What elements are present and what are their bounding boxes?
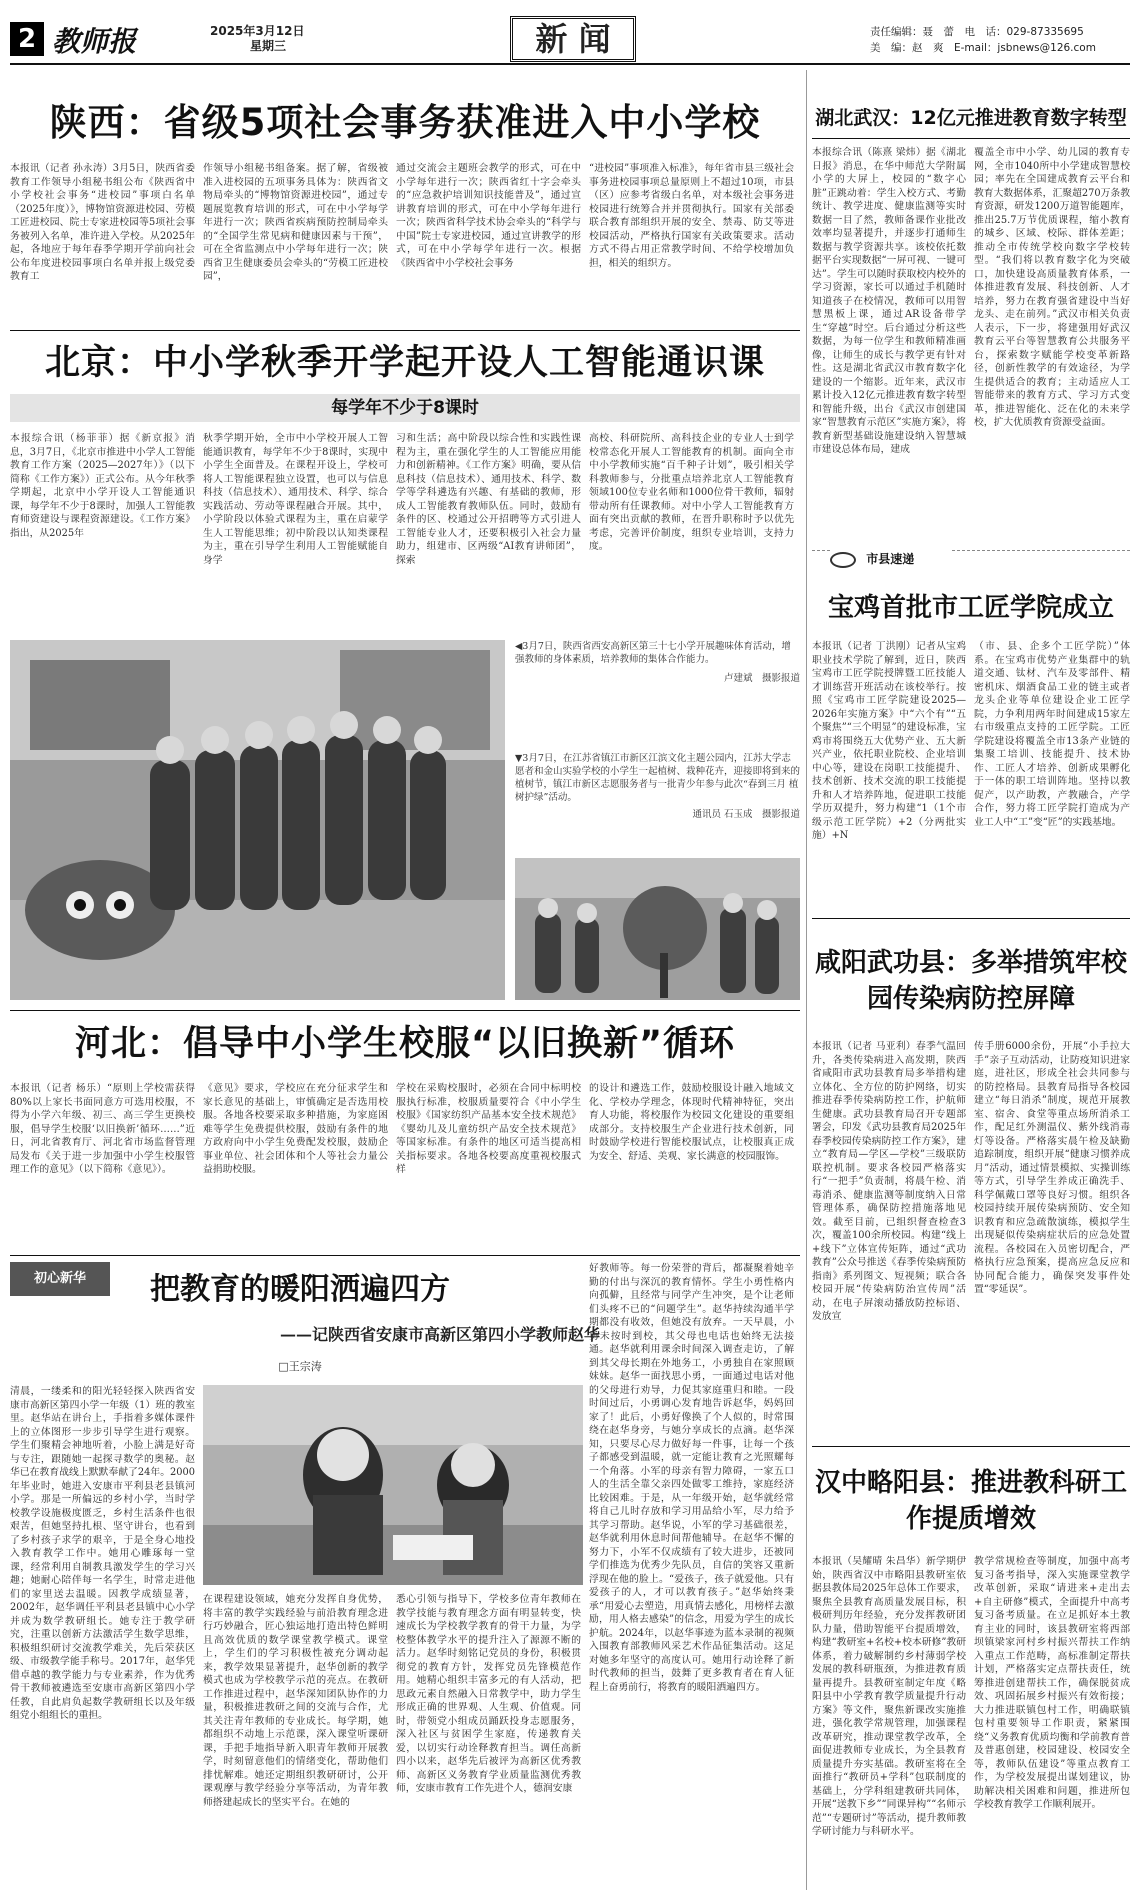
photo-tree-image: [515, 858, 800, 1000]
article-beijing-col1: 本报综合讯（杨菲菲）据《新京报》消息，3月7日，《北京市推进中小学人工智能教育工作方案（2025—2027年）》（以下简称《工作方案》）正式公布。从今年秋季学期起，北京中小学开设人工智能通识课，每学年不少于8课时，加强人工智能教育师资建设与课程资源建设。《工作方案》指出，从2025年: [10, 433, 195, 539]
article-shaanxi-col4: “进校园”事项准入标准》，每年省市县三级社会事务进校园事项总量原则上不超过10项，市县（区）应参考省级白名单，对本级社会事务进校园进行统筹合并并贯彻执行。国家有关部委联合教育部组织开展的安全、禁毒、防艾等进校园活动，严格执行国家有关政策要求。活动方式不得占用正常教学时间、不给学校增加负担，相关的组织方。: [589, 163, 794, 269]
photo-teachers-activity: [10, 640, 505, 1000]
paper-name: 教师报: [52, 25, 137, 58]
masthead: [0, 0, 1140, 62]
headline-baoji: 宝鸡首批市工匠学院成立: [827, 593, 1114, 623]
issue-date: [210, 24, 304, 54]
editor-line: 责任编辑：聂 蕾 电 话：029-87335695: [870, 26, 1084, 38]
article-shaanxi-col3: 通过交流会主题班会教学的形式，可在中小学每年进行一次；陕西省红十字会牵头的“应急救护培训知识技能普及”，通过宣讲教育培训的形式，可在中小学每年进行一次；陕西省科学技术协会牵头的“科学与中国”院士专家进校园，通过宣讲教学的形式，可在中小学每学年进行一次。根据《陕西省中小学校社会事务: [396, 163, 581, 269]
divider: [812, 918, 1130, 919]
feature-subtitle: ——记陕西省安康市高新区第四小学教师赵华: [279, 1325, 600, 1344]
headline-beijing: 北京：中小学秋季开学起开设人工智能通识课: [44, 343, 765, 383]
photo-teacher-classroom: [203, 1385, 583, 1585]
divider: [10, 1255, 800, 1256]
headline-feature: 把教育的暖阳洒遍四方: [150, 1272, 450, 1307]
divider: [812, 138, 1130, 139]
article-beijing-col4: 高校、科研院所、高科技企业的专业人士到学校常态化开展人工智能教育的机制。面向全市中小学教师实施“百千种子计划”，吸引相关学科教师参与，分批重点培养北京人工智能教育领域100位专业名师和1000位骨干教师，辐射带动所有任课教师。对中小学人工智能教育方面有突出贡献的教师，在晋升职称时予以优先考虑，完善评价制度，组织专业培训，支持力度。: [589, 433, 794, 552]
city-tag: [830, 545, 950, 573]
article-hebei-col2: 《意见》要求，学校应在充分征求学生和家长意见的基础上，审慎确定是否选用校服。各地各校要采取多种措施，为家庭困难等学生免费提供校服，鼓励有条件的地方政府向中小学生免费配发校服，鼓励企事业单位、社会团体和个人等社会力量公益捐助校服。: [203, 1083, 388, 1175]
weekday-text: 星期三: [250, 39, 287, 53]
date-text: 2025年3月12日: [210, 24, 305, 38]
masthead-rule: [10, 63, 1130, 65]
article-hubei-col2: 覆盖全市中小学、幼儿园的教育专网，全市1040所中小学建成智慧校园；率先在全国建成教育云平台和教育大数据体系，汇聚超270万条教育资源，研发1200万道智能题库，推出25.7万节优质课程，缩小教育的城乡、区域、校际、群体差距；推动全市传统学校向数字学校转型。“我们将以教育数字化为突破口，加快建设高质量教育体系，一体推进教育发展、科技创新、人才培养，努力在教育强省建设中当好龙头、走在前列。”武汉市相关负责人表示，下一步，将建强用好武汉教育云平台等智慧教育公共服务平台，探索数字赋能学校变革新路径，创新性教学的有效途径，为学生提供适合的教育；主动适应人工智能带来的教育方式、学习方式变革，推进智能化、泛在化的未来学校，扩大优质教育资源受益面。: [974, 147, 1130, 428]
headline-xianyang: 咸阳武功县：多举措筑牢校园传染病防控屏障: [814, 948, 1127, 1014]
article-hanzhong-col2: 教学常规检查等制度，加强中高考复习备考指导，深入实施课堂教学改革创新，采取“请进来+走出去+自主研修”模式，全面提升中高考复习备考质量。在立足抓好本土教育主业的同时，该县教研室将西部坝镇梁家河村乡村振兴帮扶工作纳入重点工作范畴，高标准制定帮扶计划，严格落实定点帮扶责任，统筹推进创建帮扶工作，确保脱贫成效、巩固拓展乡村振兴有效衔接；大力推进联镇包村工作，明确联镇包村重要领导工作职责，紧紧围绕“义务教育优质均衡和学前教育普及普惠创建，校园建设、校园安全等，教师队伍建设”等重点教育工作，为学校发展提出谋划建议，协助解决相关困难和问题，推进所包学校教育教学工作顺利展开。: [974, 1556, 1130, 1810]
subhead-band: [10, 394, 800, 422]
article-feature-col3: 悉心引领与指导下，学校多位青年教师在教学技能与教育理念方面有明显转变，快速成长为学校教学教育的骨干力量，为学校整体教学水平的提升注入了源源不断的活力。赵华时刻铭记党员的身份，积极贯彻党的教育方针，发挥党员先锋模范作用。她精心组织丰富多元的有人活动，把思政元素自然融入日常教学中，助力学生形成正确的世界观、人生观、价值观。同时，带领党小组成员踊跃投身志愿服务，深入社区与贫困学生家庭，传递教育关爱，以切实行动诠释教育担当。调任高新四小以来，赵华先后被评为高新区优秀教师、高新区义务教育学业质量监测优秀教师，安康市教育工作先进个人，德润安康: [396, 1594, 581, 1794]
article-feature-col2: 在课程建设领域，她充分发挥自身优势，将丰富的教学实践经验与前沿教育理念进行巧妙融合，匠心独运地打造出特色鲜明且高效优质的数学课堂教学模式。课堂上，学生们的学习积极性被充分调动起来，教学效果显著提升，赵华创新的教学模式也成为学校教学示范的亮点。在教研工作推进过程中，赵华深知团队协作的力量，积极推进教研之间的交流与合作，尤其关注青年教师的专业成长。每学期，她都组织不动地上示范课，深入课堂听课研课，手把手地指导新入职青年教师开展教学，时刻留意他们的情绪变化，帮助他们排忧解难。她还定期组织教研研讨，公开课观摩与教学经验分享等活动，为青年教师搭建起成长的坚实平台。在她的: [203, 1594, 388, 1808]
designer-line: 美 编：赵 爽 E-mail：jsbnews@126.com: [870, 42, 1096, 54]
article-hebei-col3: 学校在采购校服时，必须在合同中标明校服执行标准，校服质量要符合《中小学生校服》《国家纺织产品基本安全技术规范》《婴幼儿及儿童纺织产品安全技术规范》等国家标准。有条件的地区可适当提高相关指标要求。各地各校要高度重视校服式样: [396, 1083, 581, 1175]
article-hubei-col1: 本报综合讯（陈熹 梁炜）据《湖北日报》消息，在华中师范大学附属小学的大屏上，校园的“数字心脏”正跳动着：学生入校方式、考勤统计、教学进度、健康监测等实时数据一目了然，教师备课作业批改效率均显著提升，并逐步打通师生数据与教学资源共享。该校依托数据平台实现数据“一屏可视、一键可达”。学生可以随时获取校内校外的学习资源，家长可以通过手机随时知道孩子在校情况，教师可以用智慧黑板上课，通过AR设备带学生“穿越”时空。后台通过分析这些数据，为每一位学生和教师精准画像，让师生的成长与教学更有针对性。这是湖北省武汉市教育数字化建设的一个缩影。近年来，武汉市累计投入12亿元推进教育数字转型和智能升级，出台《武汉市创建国家“智慧教育示范区”实施方案》，将教育新型基础设施建设纳入智慧城市建设总体布局，建成: [812, 147, 966, 455]
article-beijing-col2: 秋季学期开始，全市中小学校开展人工智能通识教育，每学年不少于8课时，实现中小学生全面普及。在课程开设上，学校可将人工智能课程独立设置，也可以与信息科技（信息技术）、通用技术、科学、综合实践活动、劳动等课程融合开展。其中，小学阶段以体验式课程为主，重在启蒙学生人工智能思维；初中阶段以认知类课程为主，重在引导学生利用人工智能赋能自身学: [203, 433, 388, 566]
section-title: 新 闻: [510, 16, 636, 62]
photo-classroom-image: [203, 1385, 583, 1585]
article-beijing-col3: 习和生活；高中阶段以综合性和实践性课程为主，重在强化学生的人工智能应用能力和创新精神。《工作方案》明确，要从信息科技（信息技术）、通用技术、科学、数学等学科遴选有兴趣、有基础的教师，形成人工智能教育教师队伍。同时，鼓励有条件的区、校通过公开招聘等方式引进人工智能专业人才，还要积极引入社会力量助力，组建市、区两级“AI教育讲师团”，探索: [396, 433, 581, 566]
article-baoji-col2: （市、县、企多个工匠学院）”体系。在宝鸡市优势产业集群中的轨道交通、钛材、汽车及零部件、精密机床、烟酒食品工业的链主或者龙头企业等单位建设企业工匠学院，力争利用两年时间建成15家左右市级重点支持的工匠学院。工匠学院建设将覆盖全市13条产业链的集聚工培训、技能提升、技术协作、工匠人才培养、创新成果孵化于一体的职工培训阵地。坚持以教促产，以产助教，产教融合，产学合作，努力将工匠学院打造成为产业工人中“工”变“匠”的实践基地。: [974, 641, 1130, 828]
caption-2-credit: 通讯员 石玉成 摄影报道: [692, 809, 800, 820]
caption-2-text: ▼3月7日，在江苏省镇江市新区江滨文化主题公园内，江苏大学志愿者和金山实验学校的小学生一起植树、栽种花卉，迎接即将到来的植树节，镇江市新区志愿服务者与一批青少年参与此次“春到三月 植树护绿”活动。: [515, 753, 801, 803]
divider: [10, 330, 800, 331]
article-xianyang-col2: 传手册6000余份，开展“小手拉大手”亲子互动活动，让防疫知识进家庭，进社区，形成全社会共同参与的防控格局。县教育局指导各校园建立“每日消杀”制度，规范开展教室、宿舍、食堂等重点场所消杀工作，配足红外测温仪、紫外线消毒灯等设备。严格落实晨午检及缺勤追踪制度，组织开展“健康习惯养成月”活动，通过情景模拟、实操训练等方式，引导学生养成正确洗手、科学佩戴口罩等良好习惯。组织各校园持续开展传染病预防、安全知识教育和应急疏散演练，模拟学生出现疑似传染病症状后的应急处置流程。各校园在入员密切配合，严格执行应急预案，提高应急反应和协同配合能力，确保突发事件处置“零延误”。: [974, 1041, 1130, 1295]
article-baoji-col1: 本报讯（记者 丁洪刚）记者从宝鸡职业技术学院了解到，近日，陕西宝鸡市工匠学院授牌暨工匠技能人才训练营开班活动在该校举行。按照《宝鸡市工匠学院建设2025—2026年实施方案》中“六个有”“五个聚焦”“三个明显”的建设标准，宝鸡市将围绕五大优势产业、五大新兴产业，依托职业院校、企业培训中心等，建设在岗职工技能提升、技术创新、技术交流的职工技能提升和人才培养阵地，促进职工技能学历双提升，努力构建“1（1个市级示范工匠学院）+2（分两批实施）+N: [812, 641, 966, 841]
feature-byline: □王宗涛: [278, 1360, 322, 1373]
article-feature-col4: 好教师等。每一份荣誉的背后，都凝聚着她辛勤的付出与深沉的教育情怀。学生小勇性格内向孤僻，且经常与同学产生冲突，是个让老师们头疼不已的“问题学生”。赵华持续沟通半学期都没有收效，但她没有放弃。一天早晨，小勇未按时到校，其父母也电话也始终无法接通。赵华就利用课余时间深入调查走访，了解到其父母长期在外地务工，小勇独自在家照顾妹妹。赵华一面找思小勇，一面通过电话对他的父母进行劝导，力促其家庭重归和睦。一段时间过后，小勇调心发育地告诉赵华，妈妈回家了！此后，小勇好像换了个人似的，时常围绕在赵华身旁，与她分享成长的点滴。赵华深知，只要尽心尽力做好每一件事，让每一个孩子都感受到温暖，就一定能让教育之光照耀每一个角落。小军的母亲有智力障碍，一家五口人的生活全靠父亲四处做零工维持，家庭经济比较困难。于是，从一年级开始，赵华就经常将自己儿时存放和学习用品给小军，尽力给予其学习帮助。赵华说，小军的学习基础很差，赵华就利用休息时间帮他辅导。在赵华不懈的努力下，小军不仅成绩有了较大进步，还被同学们推选为优秀少先队员，自信的笑容又重新浮现在他的脸上。“爱孩子，孩子就爱他。只有爱孩子的人，才可以教育孩子。”赵华始终秉承“用爱心去塑造，用真情去感化，用榜样去激励，用人格去感染”的信念，用爱为学生的成长护航。2024年，以赵华事迹为蓝本录制的视频入围教育部教师风采艺术作品征集活动。这足对她多年坚守的高度认可。她用行动诠释了新时代教师的担当，鼓舞了更多教育者在育人征程上奋勇前行，将教育的暖阳洒遍四方。: [589, 1263, 794, 1693]
subhead-beijing: 每学年不少于8课时: [331, 398, 479, 418]
headline-shaanxi: 陕西：省级5项社会事务获准进入中小学校: [49, 101, 761, 144]
article-hebei-col4: 的设计和遴选工作，鼓励校服设计融入地域文化、学校办学理念，体现时代精神特征，突出育人功能，将校服作为校园文化建设的重要组成部分。支持校服生产企业进行技术创新，同时鼓励学校进行智能校服试点，让校服真正成为安全、舒适、美观、家长满意的校园服饰。: [589, 1083, 794, 1162]
headline-hanzhong: 汉中略阳县：推进教科研工作提质增效: [814, 1468, 1127, 1534]
photo-caption-2: [515, 752, 800, 852]
photo-teachers-image: [10, 640, 505, 1000]
article-shaanxi-col2: 作领导小组秘书组备案。据了解，省级被准入进校园的五项事务具体为：陕西省文物局牵头的“博物馆资源进校园”，通过专题展览教育培训的形式，可在中小学每学年进行一次；陕西省疾病预防控制局牵头的“全国学生常见病和健康因素与干预”，可在全省监测点中小学每年进行一次；陕西省卫生健康委员会牵头的“劳模工匠进校园”，: [203, 163, 388, 282]
headline-hebei: 河北：倡导中小学生校服“以旧换新”循环: [74, 1024, 735, 1064]
city-tag-text: 市县速递: [866, 552, 915, 566]
page-number: 2: [10, 22, 44, 56]
headline-hubei: 湖北武汉：12亿元推进教育数字转型: [815, 107, 1127, 129]
column-divider: [806, 70, 807, 1890]
article-xianyang-col1: 本报讯（记者 马亚利）春季气温回升，各类传染病进入高发期，陕西省咸阳市武功县教育局多举措构建立体化、全方位的防护网络，切实推进春季传染病防控工作，护航师生健康。武功县教育局召开专题部署会，印发《武功县教育局2025年春季校园传染病防控工作方案》，建立“教育局—学区—学校”三级联防联控机制。要求各校园严格落实行“一把手”负责制，将晨午检、消毒消杀、健康监测等制度纳入日常管理体系，确保防控措施落地见效。截至目前，已组织督查检查3次，覆盖100余所校园。构建“线上+线下”立体宣传矩阵，通过“武功教育”公众号推送《春季传染病预防指南》系列图文、短视频；联合各校园开展“传染病防治宣传周”活动，在电子屏滚动播放防控标语、发放宣: [812, 1041, 966, 1322]
photo-tree-planting: [515, 858, 800, 1000]
divider: [812, 1446, 1130, 1447]
editor-info: [870, 24, 1096, 56]
eye-icon: [830, 552, 856, 568]
article-shaanxi-col1: 本报讯（记者 孙永涛）3月5日，陕西省委教育工作领导小组秘书组公布《陕西省中小学校社会事务“进校园”事项白名单（2025年度）》，博物馆资源进校园、劳模工匠进校园、院士专家进校园等5项社会事务被列入名单，准许进入学校。从2025年起，各地应于每年春季学期开学前向社会公布年度进校园事项白名单并报上级党委教育工: [10, 163, 195, 282]
photo-caption-1: [515, 640, 800, 745]
divider: [10, 1010, 800, 1011]
caption-1-credit: 卢建斌 摄影报道: [723, 673, 800, 684]
article-feature-col1: 清晨，一缕柔和的阳光轻轻探入陕西省安康市高新区第四小学一年级（1）班的教室里。赵华站在讲台上，手指着多媒体课件上的立体图形一步步引导学生进行观察。学生们聚精会神地听着，小脸上满是好奇与专注，跟随她一起探寻数学的奥秘。赵华已在教育战线上默默奉献了24年。2000年毕业时，她进入安康市平利县老县镇河小学。那是一所偏远的乡村小学，当时学校教学设施极度匮乏，乡村生活条件也很艰苦，但她坚持扎根、坚守讲台，也看到了乡村孩子求学的艰辛，于是全身心地投入教育教学工作中。她用心雕琢每一堂课，经常利用自制教具激发学生的学习兴趣；她耐心陪伴每一名学生，时常走进他们的家里送去温暖。因教学成绩显著，2002年，赵华调任平利县老县镇中心小学并成为数学教研组长。她专注于教学研究，注重以创新方法激活学生数学思维，积极组织研讨交流教学难关，先后荣获区级、市级教学能手称号。2017年，赵华凭借卓越的教学能力与专业素养，作为优秀骨干教师被遴选至安康市高新区第四小学任教，自此肩负起数学教研组长以及年级组党小组组长的重担。: [10, 1386, 195, 1721]
caption-1-text: ◀3月7日，陕西省西安高新区第三十七小学开展趣味体育活动，增强教师的身体素质，培养教师的集体合作能力。: [515, 641, 791, 665]
column-tag: 初心新华: [10, 1262, 110, 1296]
article-hebei-col1: 本报讯（记者 杨乐）“原则上学校需获得80%以上家长书面同意方可选用校服，不得为小学六年级、初三、高三学生更换校服，倡导学生校服‘以旧换新’循环……”近日，河北省教育厅、河北省市场监督管理局发布《关于进一步加强中小学生校服管理工作的意见》（以下简称《意见》）。: [10, 1083, 195, 1175]
article-hanzhong-col1: 本报讯（吴耀晴 朱昌华）新学期伊始，陕西省汉中市略阳县教研室依据县教体局2025年总体工作要求，聚焦全县教育高质量发展目标，积极研判历年经验，充分发挥教研团队力量，借助智能平台提质增效，构建“教研室+名校+校本研修”教研体系，着力破解制约乡村薄弱学校发展的教科研瓶颈，为推进教育质量再提升。县教研室制定年度《略阳县中小学教育教学质量提升行动方案》等文件，聚焦新课改实施推进，强化教学常规管理，加强课程改革研究，推动课堂教学改革，全面促进教师专业成长，为全县教育质量提升夯实基础。教研室将在全面推行“教研员+学科”包联制度的基础上，分学科组建教研共同体，开展“送教下乡”“同课异构”“名师示范”“专题研讨”等活动，提升教师教学研讨能力与科研水平。: [812, 1556, 966, 1837]
